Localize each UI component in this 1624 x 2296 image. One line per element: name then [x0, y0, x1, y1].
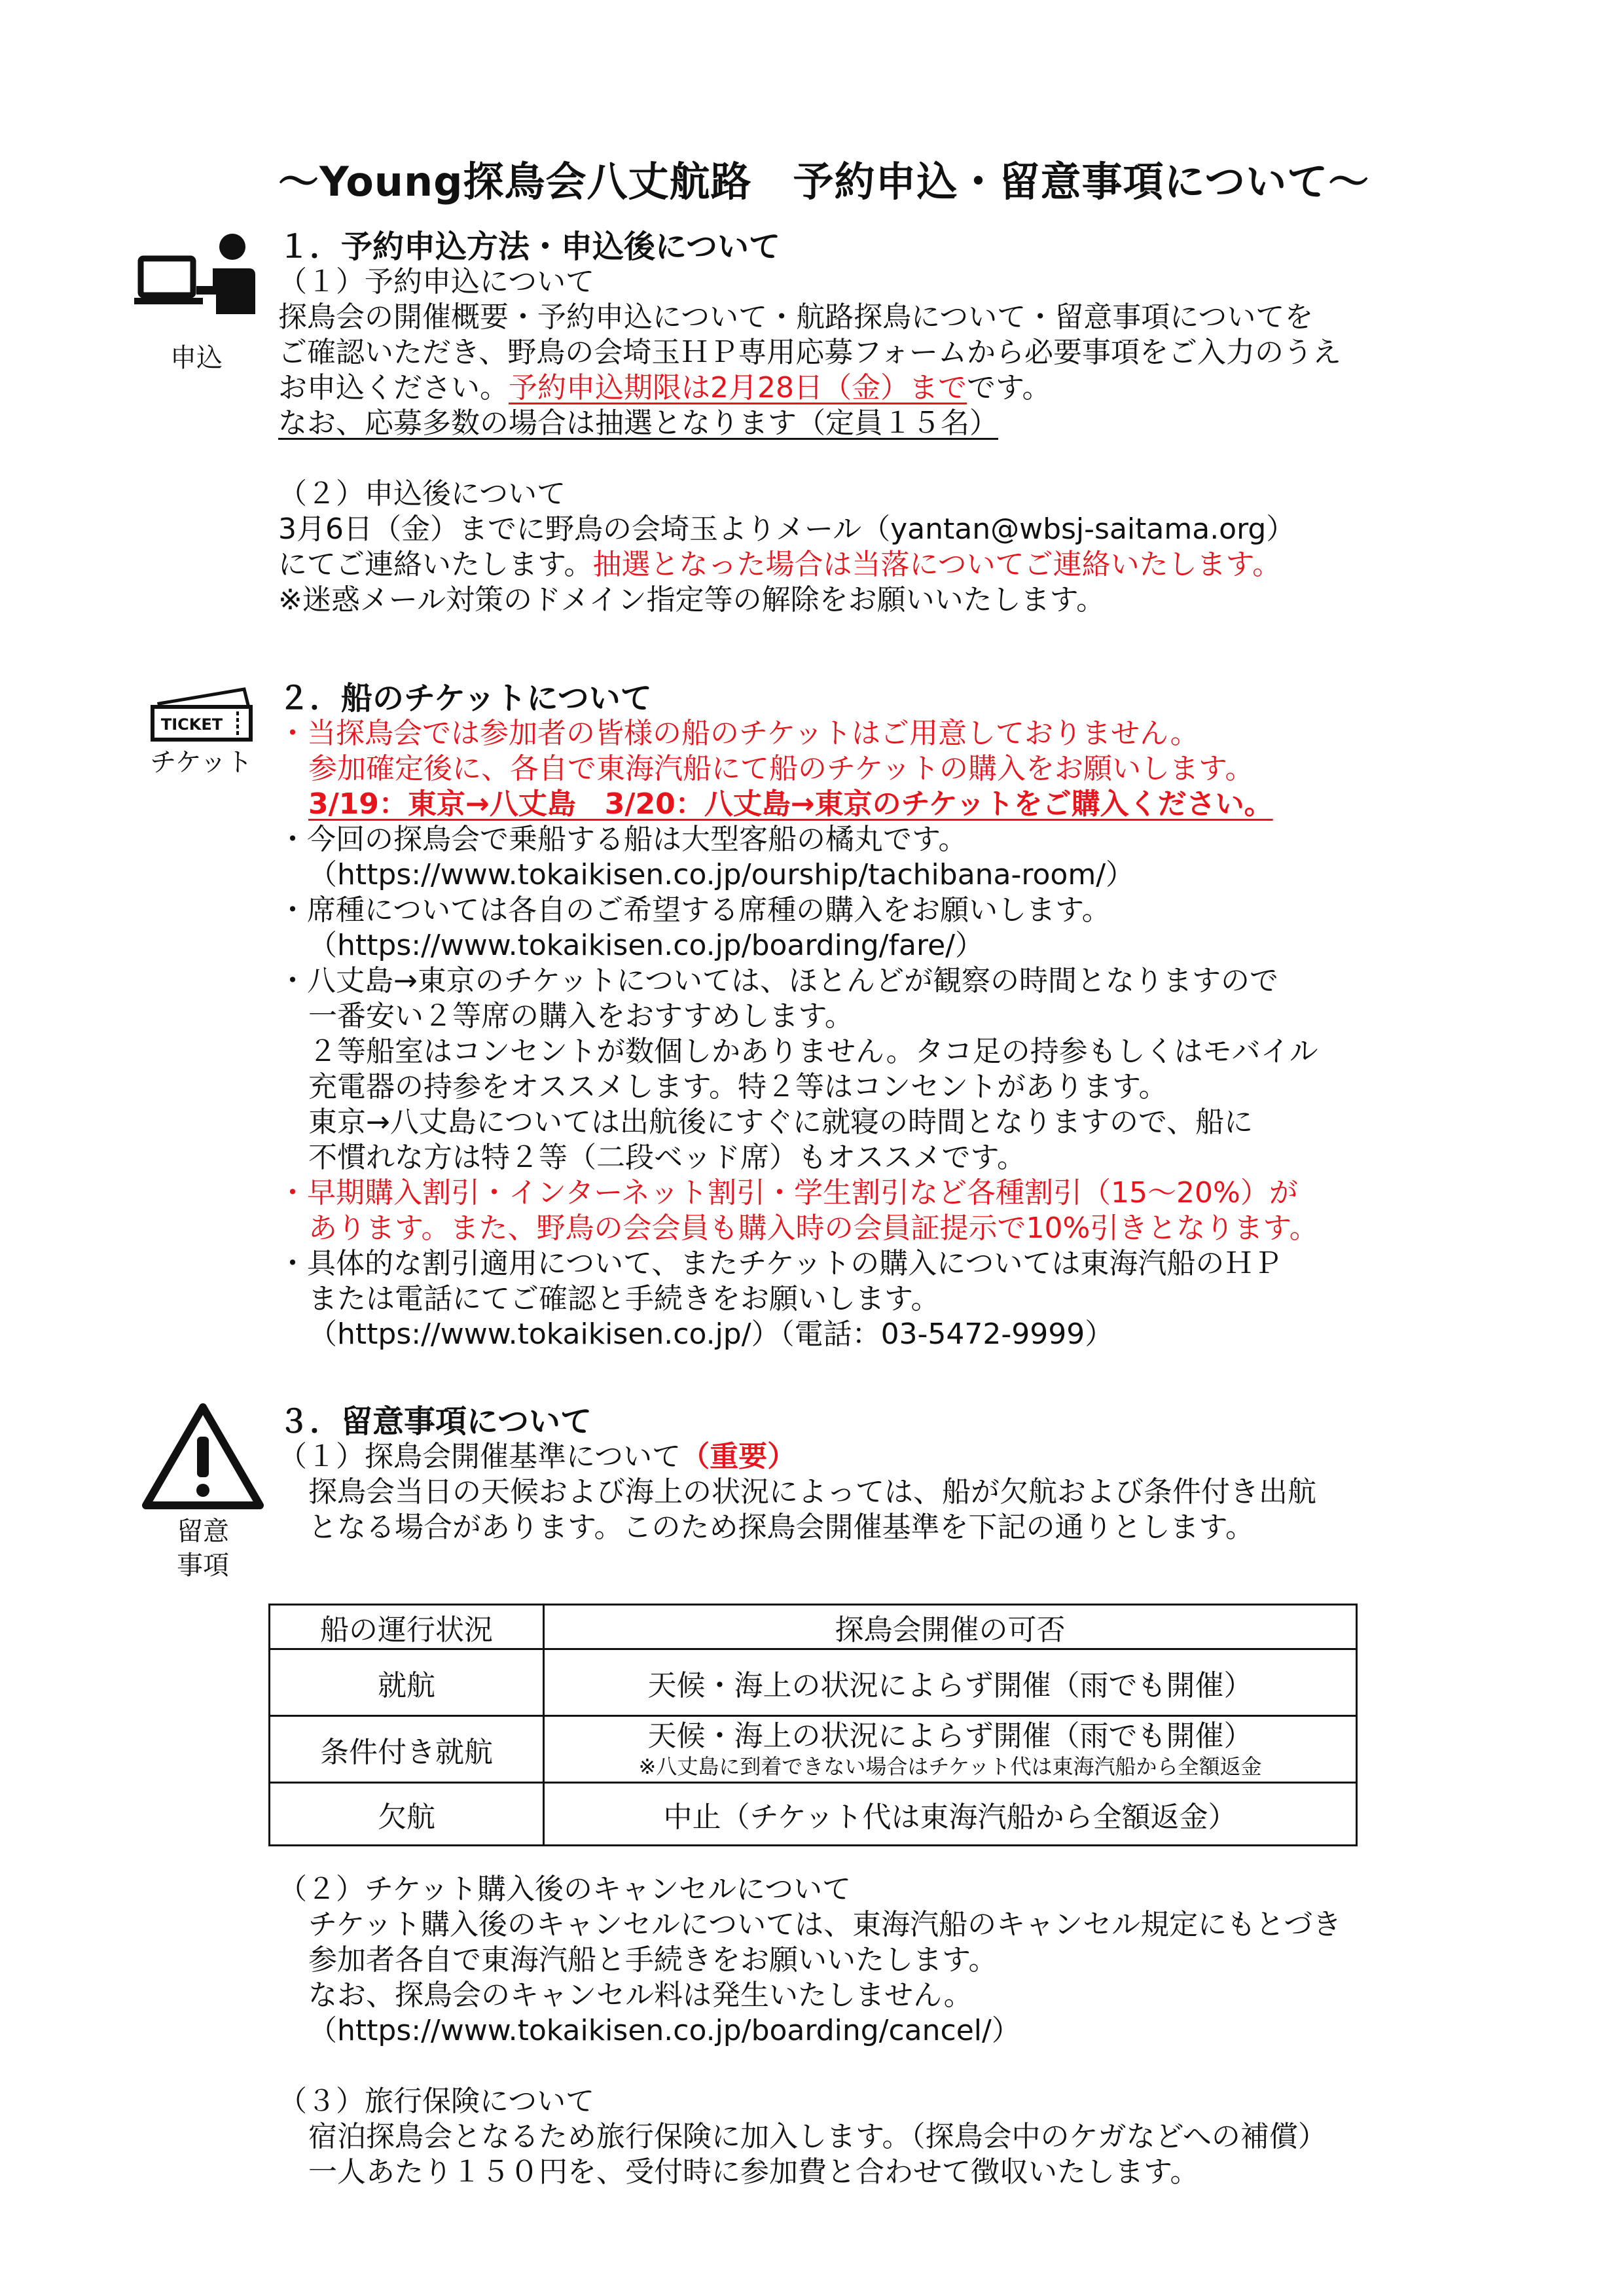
notes-c1: チケット購入後のキャンセルについては、東海汽船のキャンセル規定にもとづき	[308, 1908, 1342, 1941]
notes-s1: 探鳥会当日の天候および海上の状況によっては、船が欠航および条件付き出航	[308, 1475, 1316, 1509]
ticket-b2-url: （https://www.tokaikisen.co.jp/boarding/fare/）	[308, 929, 984, 962]
notes-sub1	[278, 1439, 1316, 1475]
ticket-r1: ・当探鳥会では参加者の皆様の船のチケットはご用意しておりません。	[278, 717, 1199, 750]
ticket-r2: 参加確定後に、各自で東海汽船にて船のチケットの購入をお願いします。	[308, 752, 1254, 785]
ticket-icon-text: TICKET	[160, 715, 223, 734]
ticket-e2: または電話にてご確認と手続きをお願いします。	[308, 1282, 940, 1316]
section-notes-heading: ３．留意事項について	[278, 1403, 592, 1440]
apply-icon-group	[131, 232, 262, 375]
apply-deadline: 予約申込期限は2月28日（金）まで	[509, 371, 967, 404]
notes-i2: 一人あたり１５０円を、受付時に参加費と合わせて徴収いたします。	[308, 2155, 1199, 2189]
table-row	[270, 1649, 1357, 1716]
notes-icon-label2: 事項	[177, 1551, 229, 1581]
section-ticket	[278, 681, 1318, 1352]
apply-q2b: 抽選となった場合は当落についてご連絡いたします。	[592, 548, 1282, 581]
ticket-icon-label: チケット	[150, 747, 253, 778]
apply-q3: ※迷惑メール対策のドメイン指定等の解除をお願いいたします。	[278, 583, 1106, 617]
notes-i1: 宿泊探鳥会となるため旅行保険に加入します。（探鳥会中のケガなどへの補償）	[308, 2120, 1327, 2153]
table-cell-result: 天候・海上の状況によらず開催（雨でも開催）	[647, 1719, 1253, 1753]
ticket-b3a: 一番安い２等席の購入をおすすめします。	[308, 999, 854, 1033]
apply-q1: 3月6日（金）までに野鳥の会埼玉よりメール（yantan@wbsj-saitama.org）	[278, 512, 1295, 546]
ticket-e1: ・具体的な割引適用について、またチケットの購入については東海汽船のＨＰ	[278, 1247, 1282, 1280]
ticket-d2: あります。また、野鳥の会会員も購入時の会員証提示で10%引きとなります。	[308, 1211, 1318, 1245]
ticket-b3e: 不慣れな方は特２等（二段ベッド席）もオススメです。	[308, 1141, 1026, 1174]
ticket-icon	[146, 684, 257, 743]
warning-icon	[141, 1401, 265, 1512]
table-row	[270, 1783, 1357, 1846]
table-header-status: 船の運行状況	[270, 1605, 544, 1649]
ticket-icon-group	[128, 684, 275, 780]
apply-icon-label: 申込	[170, 343, 223, 373]
apply-q2a: にてご連絡いたします。	[278, 548, 593, 581]
apply-p1: 探鳥会の開催概要・予約申込について・航路探鳥について・留意事項についてを	[278, 300, 1314, 334]
ticket-b3d: 東京→八丈島については出航後にすぐに就寝の時間となりますので、船に	[308, 1105, 1254, 1139]
notes-important: （重要）	[681, 1440, 797, 1473]
notes-sub1a: （１）探鳥会開催基準について	[278, 1440, 681, 1473]
apply-sub2: （２）申込後について	[278, 477, 566, 511]
table-cell-note: ※八丈島に到着できない場合はチケット代は東海汽船から全額返金	[638, 1753, 1262, 1779]
table-cell-status: 欠航	[270, 1783, 544, 1846]
apply-q2	[278, 547, 1341, 583]
notes-sub2: （２）チケット購入後のキャンセルについて	[278, 1873, 852, 1906]
notes-icon-label1: 留意	[177, 1516, 229, 1547]
table-header-row	[270, 1605, 1357, 1649]
table-row	[270, 1716, 1357, 1783]
section-apply-heading: １．予約申込方法・申込後について	[278, 228, 781, 265]
apply-p3	[278, 370, 1341, 406]
section-apply	[278, 229, 1341, 618]
section-notes-cont	[278, 1872, 1341, 2190]
table-cell-result-group	[544, 1716, 1357, 1783]
ticket-b3: ・八丈島→東京のチケットについては、ほとんどが観察の時間となりますので	[278, 964, 1279, 997]
table-cell-status: 条件付き就航	[270, 1716, 544, 1783]
notes-c3: なお、探鳥会のキャンセル料は発生いたしません。	[308, 1979, 973, 2012]
ticket-e3: （https://www.tokaikisen.co.jp/）（電話：03-5472-9999）	[308, 1318, 1114, 1351]
notes-sub3: （３）旅行保険について	[278, 2085, 595, 2118]
ticket-b2: ・席種については各自のご希望する席種の購入をお願いします。	[278, 893, 1111, 927]
notes-c4: （https://www.tokaikisen.co.jp/boarding/cancel/）	[308, 2014, 1020, 2047]
notes-icon-group	[137, 1401, 268, 1583]
ticket-r3: 3/19：東京→八丈島 3/20：八丈島→東京のチケットをご購入ください。	[308, 787, 1273, 821]
ticket-b1-url: （https://www.tokaikisen.co.jp/ourship/tachibana-room/）	[308, 858, 1135, 891]
section-notes	[278, 1404, 1316, 1545]
table-cell-status: 就航	[270, 1649, 544, 1716]
notes-c2: 参加者各自で東海汽船と手続きをお願いいたします。	[308, 1943, 998, 1977]
apply-p3a: お申込ください。	[278, 371, 509, 404]
apply-p2: ご確認いただき、野鳥の会埼玉ＨＰ専用応募フォームから必要事項をご入力のうえ	[278, 336, 1342, 369]
notes-s2: となる場合があります。このため探鳥会開催基準を下記の通りとします。	[308, 1511, 1254, 1544]
ticket-d1: ・早期購入割引・インターネット割引・学生割引など各種割引（15〜20%）が	[278, 1176, 1298, 1210]
table-header-result: 探鳥会開催の可否	[544, 1605, 1357, 1649]
apply-p4: なお、応募多数の場合は抽選となります（定員１５名）	[278, 406, 998, 440]
section-ticket-heading: ２．船のチケットについて	[278, 680, 652, 717]
table-cell-result: 中止（チケット代は東海汽船から全額返金）	[544, 1783, 1357, 1846]
ticket-b3b: ２等船室はコンセントが数個しかありません。タコ足の持参もしくはモバイル	[308, 1035, 1318, 1068]
ticket-b1: ・今回の探鳥会で乗船する船は大型客船の橘丸です。	[278, 823, 967, 856]
table-cell-result: 天候・海上の状況によらず開催（雨でも開催）	[544, 1649, 1357, 1716]
apply-p3c: です。	[966, 371, 1051, 404]
page-title: 〜Young探鳥会八丈航路 予約申込・留意事項について〜	[278, 158, 1370, 206]
apply-sub1: （１）予約申込について	[278, 265, 595, 298]
person-at-computer-icon	[134, 232, 259, 331]
ticket-b3c: 充電器の持参をオススメします。特２等はコンセントがあります。	[308, 1070, 1168, 1103]
operation-criteria-table	[268, 1604, 1358, 1846]
